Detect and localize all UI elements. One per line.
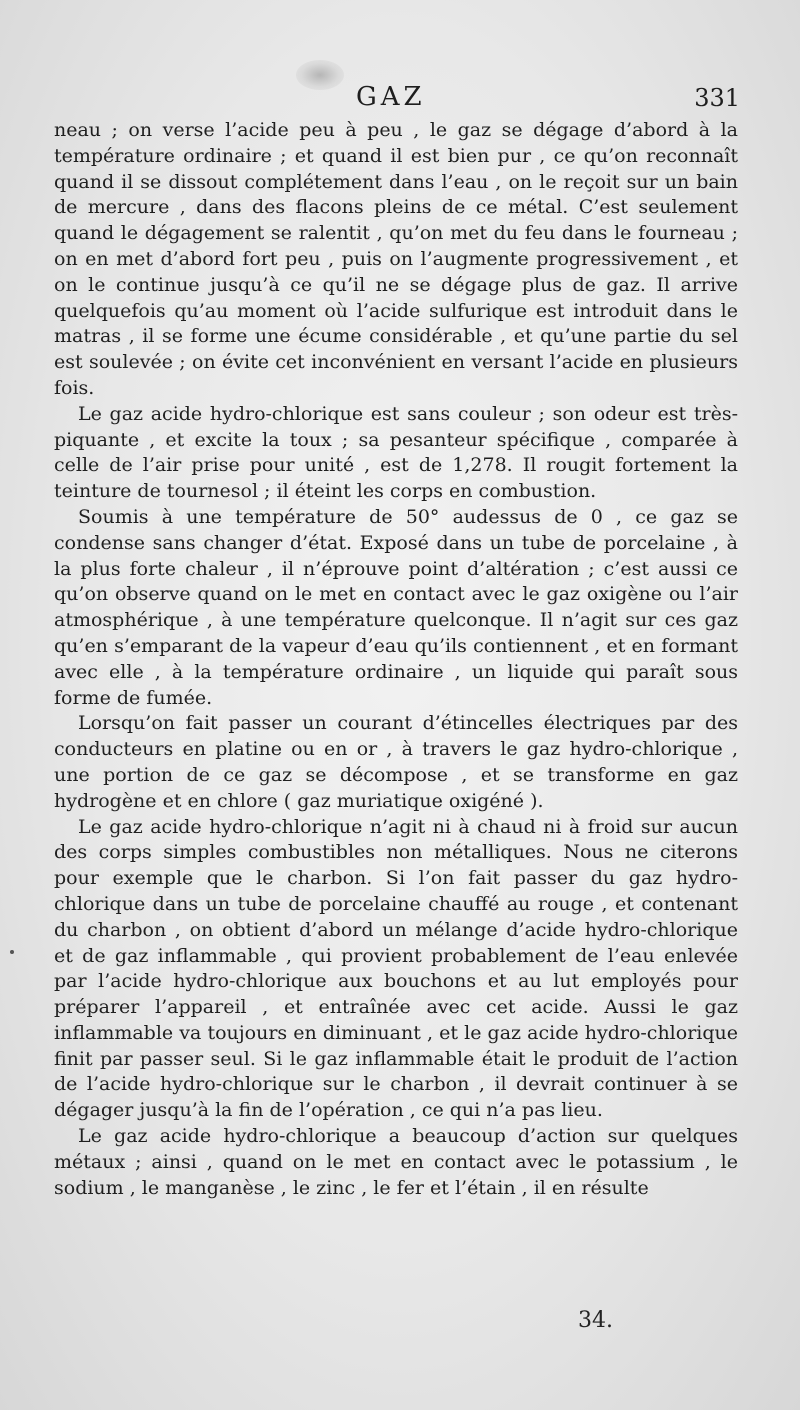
paragraph: Le gaz acide hydro-chlorique n’agit ni à chaud ni à froid sur aucun des corps simples combustibles non métalliques. Nous ne citerons pour exemple que le charbon. Si l’on fait passer du gaz hydro-chlorique dans un tube de porcelaine chauffé au rouge , et contenant du charbon , on obtient d’abord un mélange d’acide hydro-chlorique et de gaz inflammable , qui provient probablement de l’eau enlevée par l’acide hydro-chlorique aux bouchons et au lut employés pour préparer l’appareil , et entraînée avec cet acide. Aussi le gaz inflammable va toujours en diminuant , et le gaz acide hydro-chlorique finit par passer seul. Si le gaz inflammable était le produit de l’action de l’acide hydro-chlorique sur le charbon , il devrait continuer à se dégager jusqu’à la fin de l’opération , ce qui n’a pas lieu. — [54, 815, 738, 1122]
margin-dot — [10, 950, 14, 954]
paragraph: Le gaz acide hydro-chlorique a beaucoup d’action sur quelques métaux ; ainsi , quand on le met en contact avec le potassium , le sodium , le manganèse , le zinc , le fer et l’étain , il en résulte — [54, 1125, 738, 1199]
paragraph: Le gaz acide hydro-chlorique est sans couleur ; son odeur est très-piquante , et excite la toux ; sa pesanteur spécifique , comparée à celle de l’air prise pour unité , est de 1,278. Il rougit fortement la teinture de tournesol ; il éteint les corps en combustion. — [54, 402, 738, 503]
page-header — [54, 82, 740, 116]
paragraph: Lorsqu’on fait passer un courant d’étincelles électriques par des conducteurs en platine ou en or , à travers le gaz hydro-chlorique , une portion de ce gaz se décompose , et se transforme en gaz hydrogène et en chlore ( gaz muriatique oxigéné ). — [54, 712, 738, 812]
body-text — [54, 118, 738, 1201]
paragraph: neau ; on verse l’acide peu à peu , le gaz se dégage d’abord à la température ordinaire ; et quand il est bien pur , ce qu’on reconnaît quand il se dissout complétement dans l’eau , on le reçoit sur un bain de mercure , dans des flacons pleins de ce métal. C’est seulement quand le dégagement se ralentit , qu’on met du feu dans le fourneau ; on en met d’abord fort peu , puis on l’augmente progressivement , et on le continue jusqu’à ce qu’il ne se dégage plus de gaz. Il arrive quelquefois qu’au moment où l’acide sulfurique est introduit dans le matras , il se forme une écume considérable , et qu’une partie du sel est soulevée ; on évite cet inconvénient en versant l’acide en plusieurs fois. — [54, 119, 738, 399]
signature-mark: 34. — [578, 1308, 613, 1333]
running-title: GAZ — [356, 82, 426, 112]
page-number: 331 — [694, 84, 740, 112]
paragraph: Soumis à une température de 50° audessus de 0 , ce gaz se condense sans changer d’état. Exposé dans un tube de porcelaine , à la plus forte chaleur , il n’éprouve point d’altération ; c’est aussi ce qu’on observe quand on le met en contact avec le gaz oxigène ou l’air atmosphérique , à une température quelconque. Il n’agit sur ces gaz qu’en s’emparant de la vapeur d’eau qu’ils contiennent , et en formant avec elle , à la température ordinaire , un liquide qui paraît sous forme de fumée. — [54, 505, 738, 709]
